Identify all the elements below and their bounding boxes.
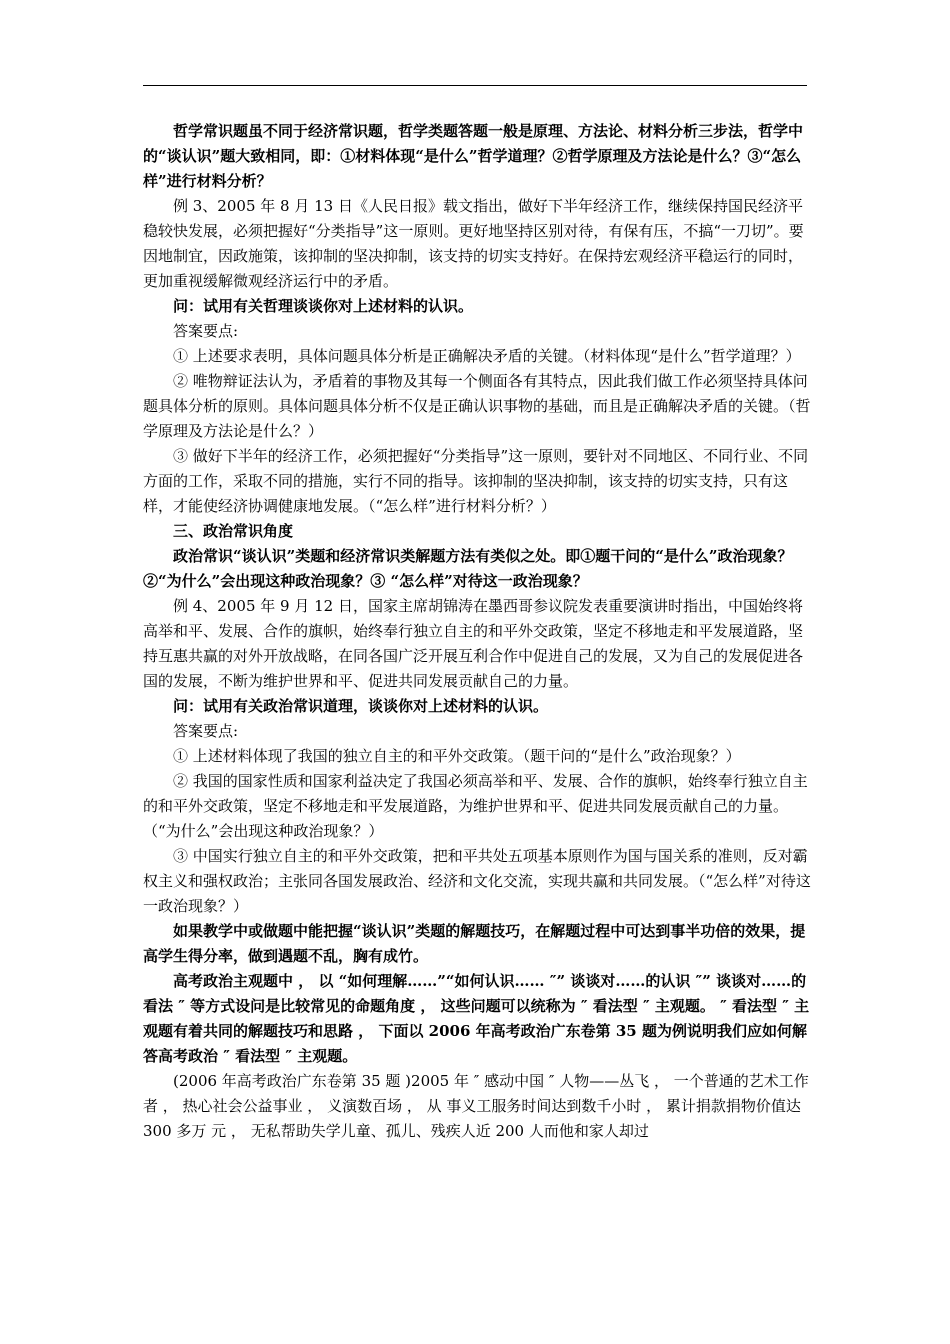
- paragraph-question-4: 问：试用有关政治常识道理，谈谈你对上述材料的认识。: [173, 697, 549, 715]
- document-body: [143, 119, 811, 1144]
- paragraph-answer-4-2: ② 我国的国家性质和国家利益决定了我国必须高举和平、发展、合作的旗帜，始终奉行独立自主的和平外交政策，坚定不移地走和平发展道路，为维护世界和平、促进共同发展贡献自己的力量。（“为什么”会出现这种政治现象？）: [143, 772, 808, 840]
- paragraph-example-2006: (2006 年高考政治广东卷第 35 题 )2005 年 ″ 感动中国 ″ 人物——丛飞 ， 一个普通的艺术工作者 ， 热心社会公益事业 ， 义演数百场 ， 从 事义工服务时间达到数千小时 ， 累计捐款捐物价值达 300 多万 元 ， 无私帮助失学儿童、孤儿、残疾人近 200 人而他和家人却过: [143, 1072, 809, 1140]
- paragraph-example-4: 例 4、2005 年 9 月 12 日，国家主席胡锦涛在墨西哥参议院发表重要演讲时指出，中国始终将高举和平、发展、合作的旗帜，始终奉行独立自主的和平外交政策，坚定不移地走和平发展道路，坚持互惠共赢的对外开放战略，在同各国广泛开展互利合作中促进自己的发展，又为自己的发展促进各国的发展，不断为维护世界和平、促进共同发展贡献自己的力量。: [143, 597, 804, 690]
- paragraph-answer-heading: 答案要点:: [173, 722, 239, 740]
- paragraph-answer-heading: 答案要点:: [173, 322, 239, 340]
- paragraph-answer-3-1: ① 上述要求表明，具体问题具体分析是正确解决矛盾的关键。（材料体现“是什么”哲学道理？）: [173, 347, 801, 365]
- paragraph-answer-4-1: ① 上述材料体现了我国的独立自主的和平外交政策。（题干问的“是什么”政治现象？）: [173, 747, 741, 765]
- paragraph-question-3: 问：试用有关哲理谈谈你对上述材料的认识。: [173, 297, 474, 315]
- paragraph-politics-intro: 政治常识“谈认识”类题和经济常识类解题方法有类似之处。即①题干问的“是什么”政治现象？②“为什么”会出现这种政治现象？③ “怎么样”对待这一政治现象？: [143, 547, 793, 590]
- paragraph-summary: 如果教学中或做题中能把握“谈认识”类题的解题技巧，在解题过程中可达到事半功倍的效果，提高学生得分率，做到遇题不乱，胸有成竹。: [143, 922, 806, 965]
- paragraph-example-3: 例 3、2005 年 8 月 13 日《人民日报》载文指出，做好下半年经济工作，继续保持国民经济平稳较快发展，必须把握好“分类指导”这一原则。更好地坚持区别对待，有保有压，不搞“一刀切”。要因地制宜，因政施策，该抑制的坚决抑制，该支持的切实支持好。在保持宏观经济平稳运行的同时，更加重视缓解微观经济运行中的矛盾。: [143, 197, 804, 290]
- paragraph-answer-4-3: ③ 中国实行独立自主的和平外交政策，把和平共处五项基本原则作为国与国关系的准则，反对霸权主义和强权政治；主张同各国发展政治、经济和文化交流，实现共赢和共同发展。（“怎么样”对待这一政治现象？）: [143, 847, 811, 915]
- section-heading-politics: 三、政治常识角度: [173, 522, 294, 540]
- header-rule: [143, 85, 807, 86]
- paragraph-answer-3-2: ② 唯物辩证法认为，矛盾着的事物及其每一个侧面各有其特点，因此我们做工作必须坚持具体问题具体分析的原则。具体问题具体分析不仅是正确认识事物的基础，而且是正确解决矛盾的关键。（哲学原理及方法论是什么？）: [143, 372, 811, 440]
- paragraph-philosophy-intro: 哲学常识题虽不同于经济常识题，哲学类题答题一般是原理、方法论、材料分析三步法，哲学中的“谈认识”题大致相同，即：①材料体现“是什么”哲学道理？②哲学原理及方法论是什么？③“怎么样”进行材料分析？: [143, 122, 804, 190]
- paragraph-answer-3-3: ③ 做好下半年的经济工作，必须把握好“分类指导”这一原则，要针对不同地区、不同行业、不同方面的工作，采取不同的措施，实行不同的指导。该抑制的坚决抑制，该支持的切实支持，只有这样，才能使经济协调健康地发展。（“怎么样”进行材料分析？）: [143, 447, 809, 515]
- paragraph-opinion-type-intro: 高考政治主观题中 ， 以 “如何理解……”“如何认识…… ″” 谈谈对……的认识 ″” 谈谈对……的看法 ″ 等方式设问是比较常见的命题角度 ， 这些问题可以统称为 ″ 看法型 ″ 主观题。 ″ 看法型 ″ 主观题有着共同的解题技巧和思路 ， 下面以 2006 年高考政治广东卷第 35 题为例说明我们应如何解答高考政治 ″ 看法型 ″ 主观题。: [143, 972, 810, 1065]
